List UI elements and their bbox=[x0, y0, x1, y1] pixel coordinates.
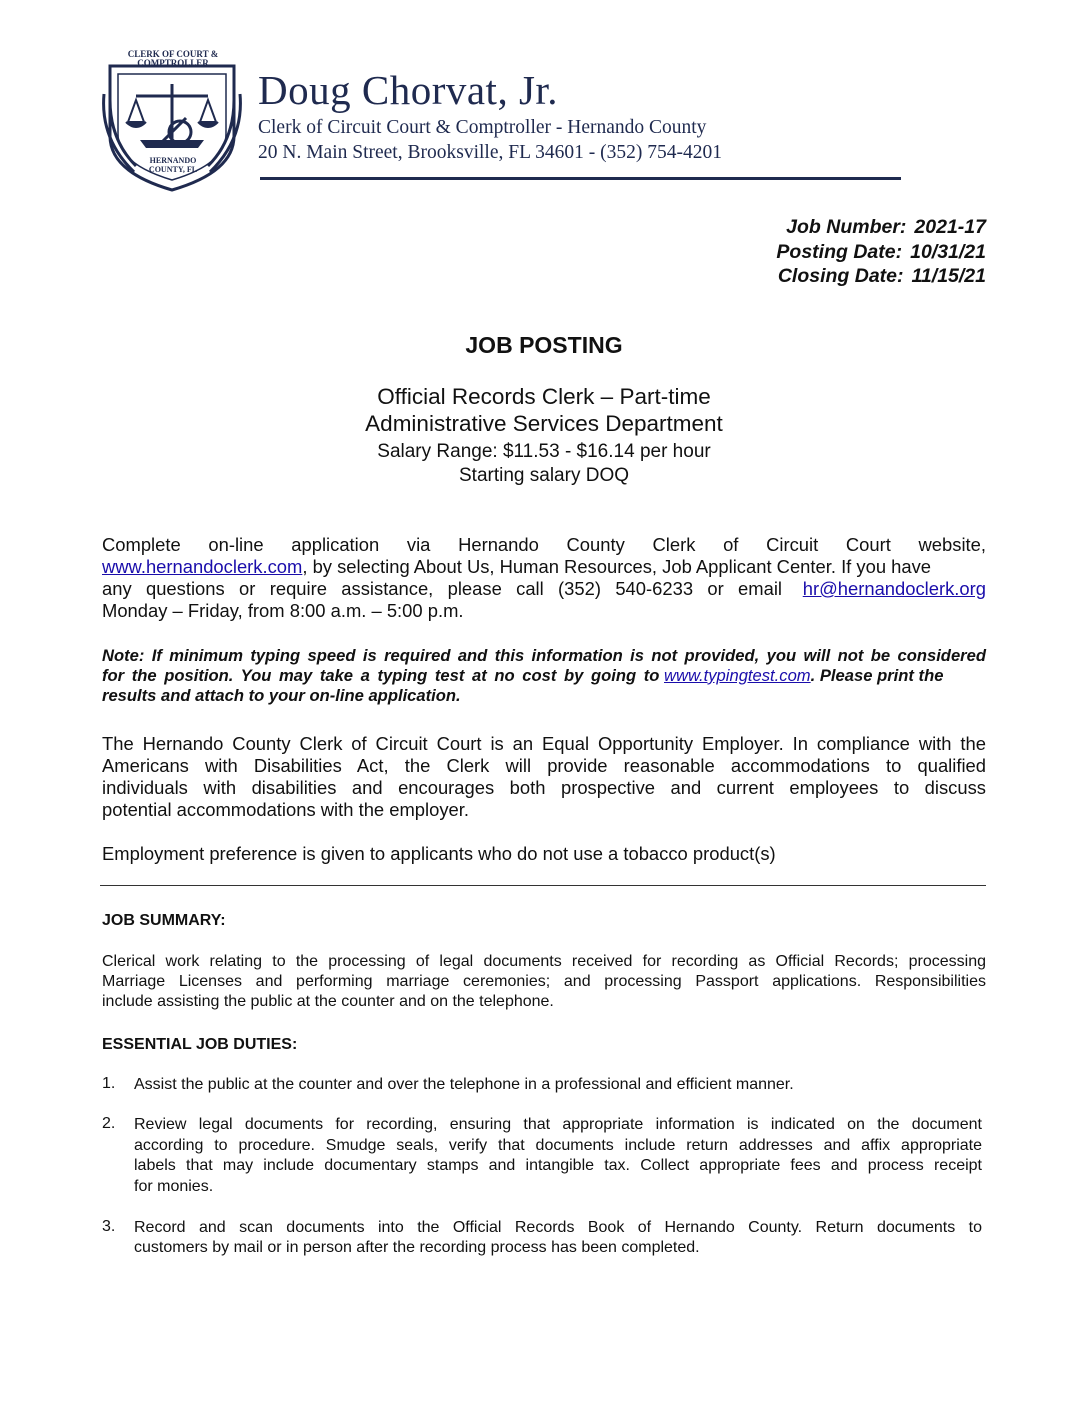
apply-line-1: Complete on-line application via Hernando County Clerk of Circuit Court website, bbox=[102, 534, 986, 555]
duty-3-line-1: Record and scan documents into the Official Records Book of Hernando County. Return documents to bbox=[134, 1219, 982, 1236]
note-line-2 bbox=[102, 666, 986, 686]
eeo-line-4: potential accommodations with the employer. bbox=[102, 799, 469, 820]
job-number-label: Job Number: bbox=[786, 216, 907, 238]
clerk-name: Doug Chorvat, Jr. bbox=[258, 67, 559, 113]
eeo-line-3: individuals with disabilities and encourages both prospective and current employees to discuss bbox=[102, 777, 986, 798]
posting-heading: JOB POSTING bbox=[465, 332, 623, 358]
duty-2-line-4: for monies. bbox=[134, 1178, 214, 1195]
posting-date-label: Posting Date: bbox=[776, 241, 903, 263]
clerk-title: Clerk of Circuit Court & Comptroller - Hernando County bbox=[258, 117, 707, 138]
section-divider bbox=[100, 885, 986, 886]
duties-heading: ESSENTIAL JOB DUTIES: bbox=[102, 1036, 298, 1053]
note-line-2-post: . Please print the bbox=[810, 666, 944, 685]
tobacco-statement: Employment preference is given to applicants who do not use a tobacco product(s) bbox=[102, 843, 776, 864]
posting-date-line bbox=[776, 241, 986, 264]
duty-2-line-1: Review legal documents for recording, ensuring that appropriate information is indicated on the document bbox=[134, 1116, 982, 1133]
note-line-1: Note: If minimum typing speed is required and this information is not provided, you will not be considered bbox=[102, 646, 986, 665]
job-summary-heading: JOB SUMMARY: bbox=[102, 912, 226, 929]
salary-range: Salary Range: $11.53 - $16.14 per hour bbox=[377, 441, 711, 462]
apply-line-3-text: any questions or require assistance, please call (352) 540-6233 or email bbox=[102, 578, 782, 599]
apply-line-2 bbox=[102, 556, 986, 578]
job-number-value: 2021-17 bbox=[914, 216, 986, 238]
eeo-line-1: The Hernando County Clerk of Circuit Court is an Equal Opportunity Employer. In compliance with the bbox=[102, 733, 986, 754]
apply-line-3 bbox=[102, 578, 986, 600]
apply-line-2-rest: , by selecting About Us, Human Resources, Job Applicant Center. If you have bbox=[302, 556, 932, 577]
job-number-line bbox=[786, 216, 986, 239]
duty-2-number: 2. bbox=[102, 1115, 116, 1132]
duty-1-number: 1. bbox=[102, 1075, 116, 1092]
note-line-2-pre: for the position. You may take a typing test at no cost by going to bbox=[102, 666, 660, 685]
duty-3-line-2: customers by mail or in person after the recording process has been completed. bbox=[134, 1239, 700, 1256]
duty-1-line-1: Assist the public at the counter and over the telephone in a professional and efficient manner. bbox=[134, 1076, 794, 1093]
posting-date-value: 10/31/21 bbox=[910, 241, 986, 263]
closing-date-value: 11/15/21 bbox=[911, 265, 986, 287]
duty-2-line-2: according to procedure. Smudge seals, verify that documents include return addresses and affix appropriate bbox=[134, 1137, 982, 1154]
department-name: Administrative Services Department bbox=[365, 411, 723, 436]
note-line-3: results and attach to your on-line application. bbox=[102, 686, 461, 705]
summary-line-3: include assisting the public at the counter and on the telephone. bbox=[102, 993, 554, 1010]
clerk-address: 20 N. Main Street, Brooksville, FL 34601 - (352) 754-4201 bbox=[258, 142, 722, 163]
letterhead-rule bbox=[260, 177, 901, 180]
starting-salary: Starting salary DOQ bbox=[459, 465, 629, 486]
closing-date-line bbox=[778, 265, 986, 288]
closing-date-label: Closing Date: bbox=[777, 265, 904, 287]
summary-line-1: Clerical work relating to the processing of legal documents received for recording as Official Records; processing bbox=[102, 953, 986, 970]
position-title: Official Records Clerk – Part-time bbox=[377, 384, 711, 409]
duty-3-number: 3. bbox=[102, 1218, 116, 1235]
hr-email-link[interactable]: hr@hernandoclerk.org bbox=[802, 578, 986, 599]
duty-2-line-3: labels that may include documentary stamps and intangible tax. Collect appropriate fees and process receipt bbox=[134, 1157, 982, 1174]
apply-line-4: Monday – Friday, from 8:00 a.m. – 5:00 p.m. bbox=[102, 600, 464, 621]
eeo-line-2: Americans with Disabilities Act, the Clerk will provide reasonable accommodations to qualified bbox=[102, 755, 986, 776]
seal-top-text: CLERK OF COURT & COMPTROLLER bbox=[127, 49, 219, 68]
summary-line-2: Marriage Licenses and performing marriage ceremonies; and processing Passport applications. Responsibilities bbox=[102, 973, 986, 990]
typingtest-link[interactable]: www.typingtest.com bbox=[664, 666, 811, 685]
seal-bottom-text: HERNANDO COUNTY, FL bbox=[148, 156, 198, 174]
hernandoclerk-link[interactable]: www.hernandoclerk.com bbox=[102, 556, 303, 577]
